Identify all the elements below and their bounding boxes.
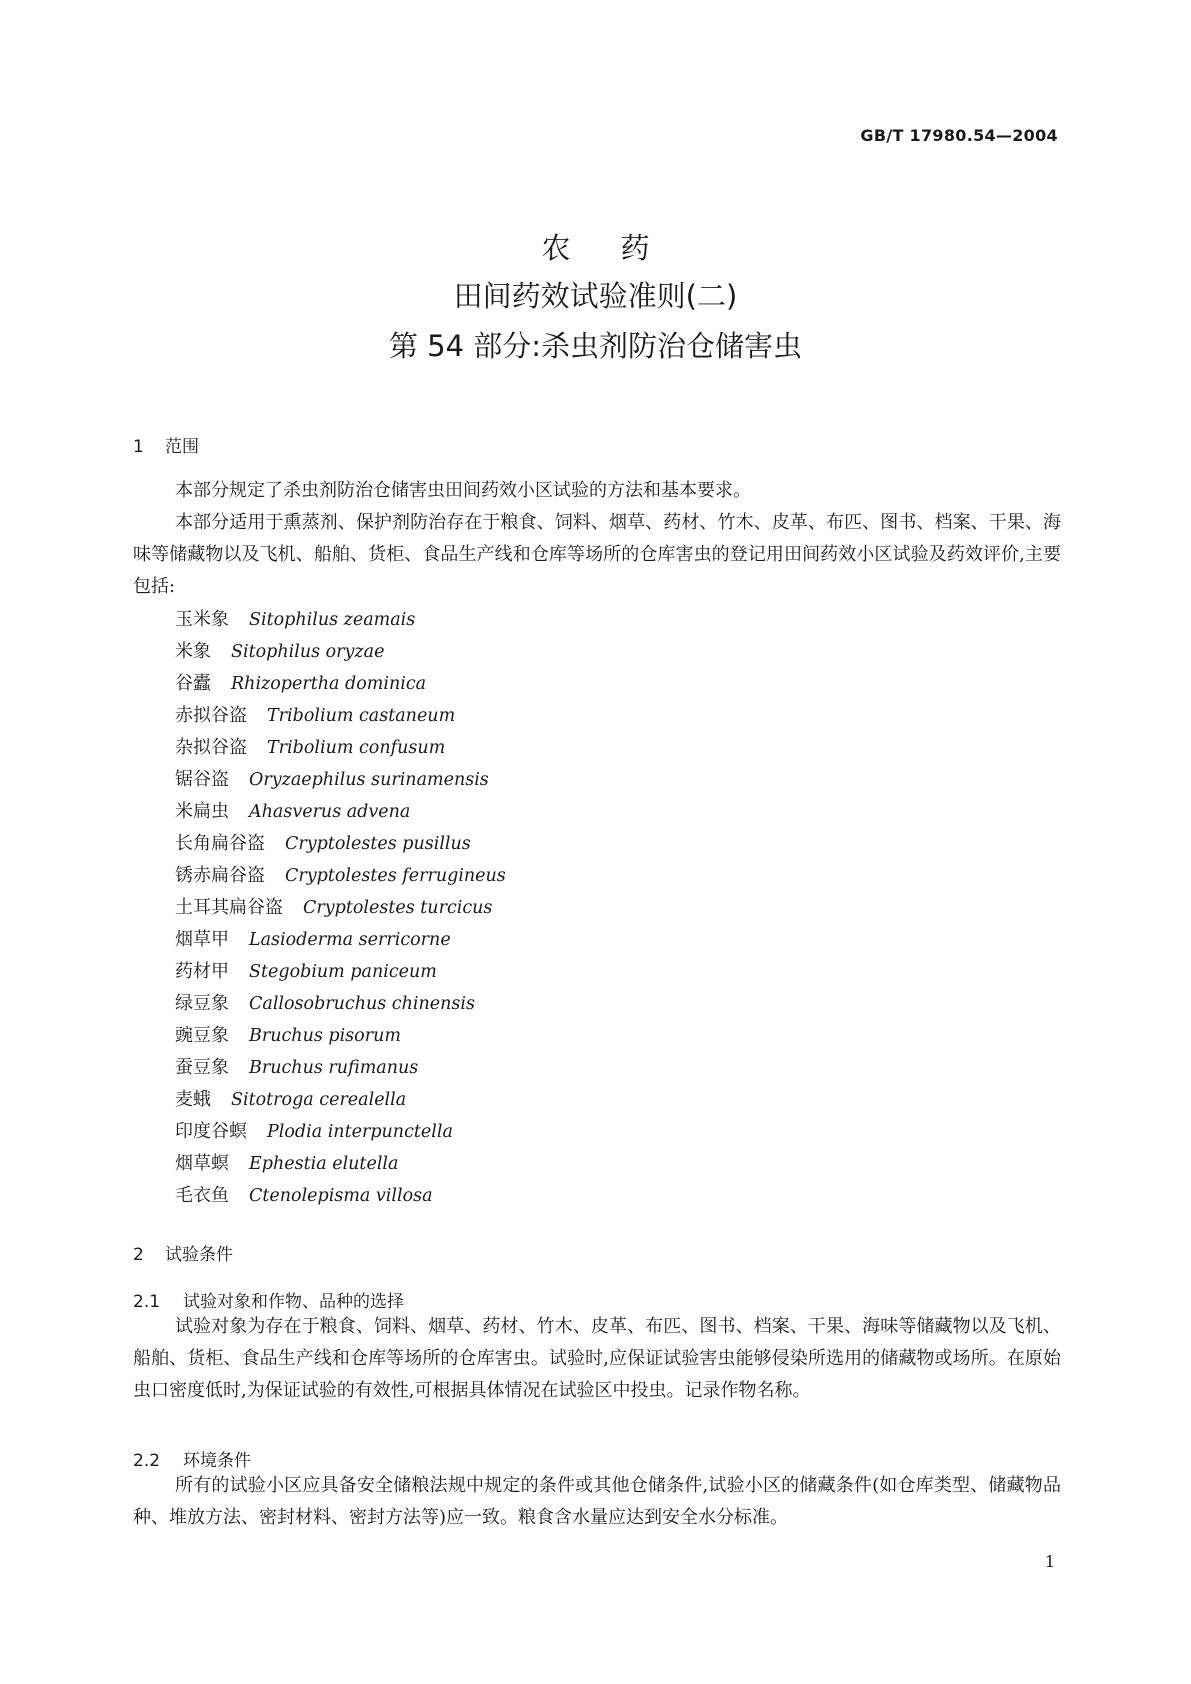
title-line-2: 田间药效试验准则(二) [453,279,738,313]
list-item: 锯谷盗 Oryzaephilus surinamensis [175,769,489,790]
list-item: 赤拟谷盗 Tribolium castaneum [175,705,456,726]
list-item: 土耳其扁谷盗 Cryptolestes turcicus [175,897,493,918]
list-item: 印度谷螟 Plodia interpunctella [175,1121,453,1142]
list-item: 麦蛾 Sitotroga cerealella [175,1089,407,1110]
section-2-title: 试验条件 [165,1245,233,1265]
list-item: 长角扁谷盗 Cryptolestes pusillus [175,833,471,854]
list-item: 药材甲 Stegobium paniceum [175,961,437,982]
list-item: 蚕豆象 Bruchus rufimanus [175,1057,419,1078]
title-line-1: 农药 [541,231,700,265]
list-item: 烟草螟 Ephestia elutella [175,1153,399,1174]
section-2-2-number: 2.2 [133,1451,161,1471]
section-2-number: 2 [133,1245,144,1265]
section-2-2-title: 环境条件 [183,1451,251,1471]
section-1-number: 1 [133,437,144,457]
section-2-1-heading [133,1287,404,1312]
title-line-3: 第 54 部分:杀虫剂防治仓储害虫 [388,329,803,363]
list-item: 米象 Sitophilus oryzae [175,641,385,662]
species-list [175,604,506,1212]
section-2-2-text: 所有的试验小区应具备安全储粮法规中规定的条件或其他仓储条件,试验小区的储藏条件(如仓库类型、储藏物品种、堆放方法、密封材料、密封方法等)应一致。粮食含水量应达到安全水分标准。 [133,1475,1061,1528]
standard-code: GB/T 17980.54—2004 [860,126,1058,145]
page-number: 1 [1044,1552,1055,1571]
section-2-1-number: 2.1 [133,1292,161,1312]
list-item: 谷蠹 Rhizopertha dominica [175,673,427,694]
section-2-1-text: 试验对象为存在于粮食、饲料、烟草、药材、竹木、皮革、布匹、图书、档案、干果、海味等储藏物以及飞机、船舶、货柜、食品生产线和仓库等场所的仓库害虫。试验时,应保证试验害虫能够侵染所选用的储藏物或场所。在原始虫口密度低时,为保证试验的有效性,可根据具体情况在试验区中投虫。记录作物名称。 [133,1316,1061,1401]
list-item: 绿豆象 Callosobruchus chinensis [175,993,475,1014]
list-item: 烟草甲 Lasioderma serricorne [175,929,451,950]
list-item: 毛衣鱼 Ctenolepisma villosa [175,1185,433,1206]
list-item: 米扁虫 Ahasverus advena [175,801,411,822]
list-item: 豌豆象 Bruchus pisorum [175,1025,401,1046]
section-1-para-2: 本部分适用于熏蒸剂、保护剂防治存在于粮食、饲料、烟草、药材、竹木、皮革、布匹、图书、档案、干果、海味等储藏物以及飞机、船舶、货柜、食品生产线和仓库等场所的仓库害虫的登记用田间药效小区试验及药效评价,主要包括: [133,512,1061,597]
section-2-heading [133,1240,233,1265]
list-item: 玉米象 Sitophilus zeamais [175,609,416,630]
list-item: 杂拟谷盗 Tribolium confusum [175,737,446,758]
section-1-heading [133,432,199,457]
section-1-para-1: 本部分规定了杀虫剂防治仓储害虫田间药效小区试验的方法和基本要求。 [175,480,751,501]
section-1-title: 范围 [165,437,199,457]
list-item: 锈赤扁谷盗 Cryptolestes ferrugineus [175,865,506,886]
section-2-2-heading [133,1446,251,1471]
section-2-1-title: 试验对象和作物、品种的选择 [183,1292,404,1312]
